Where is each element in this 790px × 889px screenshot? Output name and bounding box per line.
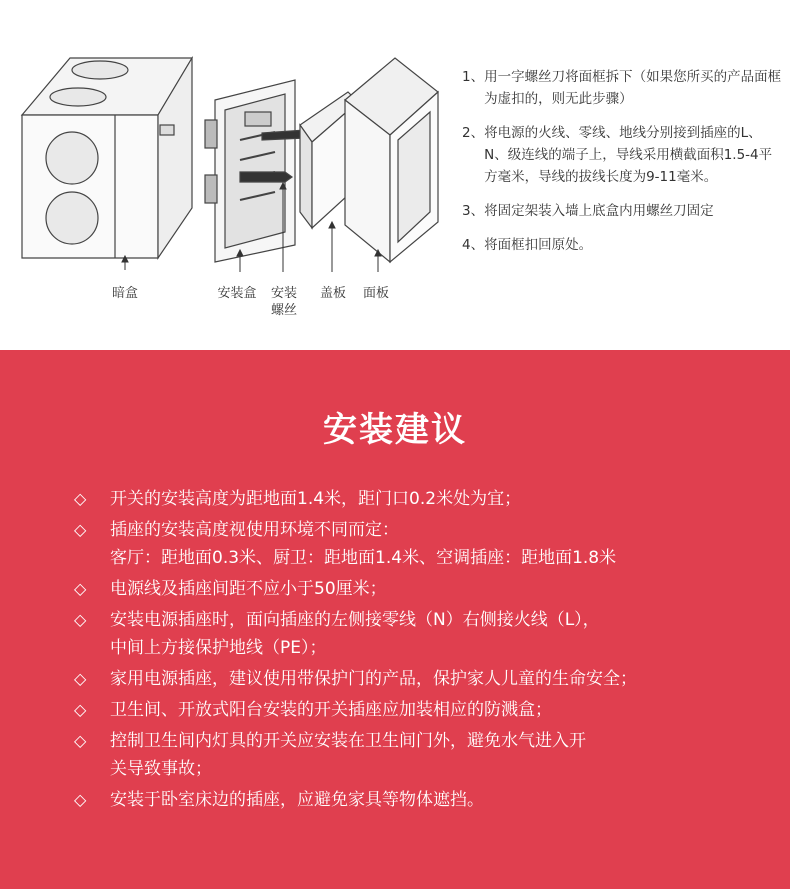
step-text: 用一字螺丝刀将面框拆下（如果您所买的产品面框为虚扣的，则无此步骤） bbox=[484, 69, 782, 107]
diamond-icon: ◇ bbox=[74, 669, 87, 688]
diamond-icon: ◇ bbox=[74, 520, 87, 539]
diamond-icon: ◇ bbox=[74, 579, 87, 598]
advice-item bbox=[74, 606, 774, 662]
step-item bbox=[462, 234, 782, 256]
step-number: 2、 bbox=[462, 125, 485, 141]
diamond-icon: ◇ bbox=[74, 790, 87, 809]
advice-text: 插座的安装高度视使用环境不同而定： bbox=[110, 520, 399, 540]
advice-item bbox=[74, 665, 774, 693]
advice-item bbox=[74, 485, 774, 513]
advice-text: 客厅：距地面0.3米、厨卫：距地面1.4米、空调插座：距地面1.8米 bbox=[110, 548, 617, 568]
advice-text: 中间上方接保护地线（PE）； bbox=[110, 638, 327, 658]
advice-text: 控制卫生间内灯具的开关应安装在卫生间门外，避免水气进入开 bbox=[110, 731, 586, 751]
label-dark-box: 暗盒 bbox=[111, 286, 138, 301]
diamond-icon: ◇ bbox=[74, 700, 87, 719]
advice-section bbox=[0, 350, 790, 889]
installation-section bbox=[0, 0, 790, 350]
step-text: 将固定架装入墙上底盒内用螺丝刀固定 bbox=[484, 203, 714, 219]
step-text: 将电源的火线、零线、地线分别接到插座的L、N、级连线的端子上，导线采用横截面积1.5-4平方毫米，导线的拔线长度为9-11毫米。 bbox=[484, 125, 773, 185]
step-number: 4、 bbox=[462, 237, 485, 253]
label-cover-plate: 盖板 bbox=[319, 286, 346, 301]
advice-text: 开关的安装高度为距地面1.4米，距门口0.2米处为宜； bbox=[110, 489, 522, 509]
label-mount-box: 安装盒 bbox=[217, 286, 257, 301]
advice-item bbox=[74, 516, 774, 572]
advice-text: 电源线及插座间距不应小于50厘米； bbox=[110, 579, 387, 599]
step-item bbox=[462, 66, 782, 110]
advice-text: 家用电源插座，建议使用带保护门的产品，保护家人儿童的生命安全； bbox=[110, 669, 637, 689]
dark-box-illustration bbox=[22, 58, 192, 258]
installation-steps bbox=[462, 66, 782, 268]
advice-list bbox=[74, 485, 774, 817]
step-number: 1、 bbox=[462, 69, 485, 85]
label-mount-screw: 安装 螺丝 bbox=[270, 286, 297, 318]
mount-box-illustration bbox=[205, 80, 295, 262]
advice-text: 安装电源插座时，面向插座的左侧接零线（N）右侧接火线（L）， bbox=[110, 610, 600, 630]
step-item bbox=[462, 200, 782, 222]
label-panel: 面板 bbox=[362, 286, 389, 301]
diamond-icon: ◇ bbox=[74, 489, 87, 508]
step-text: 将面框扣回原处。 bbox=[484, 237, 593, 253]
panel-illustration bbox=[345, 58, 438, 262]
advice-item bbox=[74, 575, 774, 603]
step-item bbox=[462, 122, 782, 188]
advice-text: 关导致事故； bbox=[110, 759, 212, 779]
diamond-icon: ◇ bbox=[74, 610, 87, 629]
advice-title: 安装建议 bbox=[323, 410, 467, 450]
advice-item bbox=[74, 696, 774, 724]
advice-item bbox=[74, 727, 774, 783]
advice-text: 安装于卧室床边的插座，应避免家具等物体遮挡。 bbox=[110, 790, 484, 810]
step-number: 3、 bbox=[462, 203, 485, 219]
advice-item bbox=[74, 786, 774, 814]
diamond-icon: ◇ bbox=[74, 731, 87, 750]
advice-text: 卫生间、开放式阳台安装的开关插座应加装相应的防溅盒； bbox=[110, 700, 552, 720]
